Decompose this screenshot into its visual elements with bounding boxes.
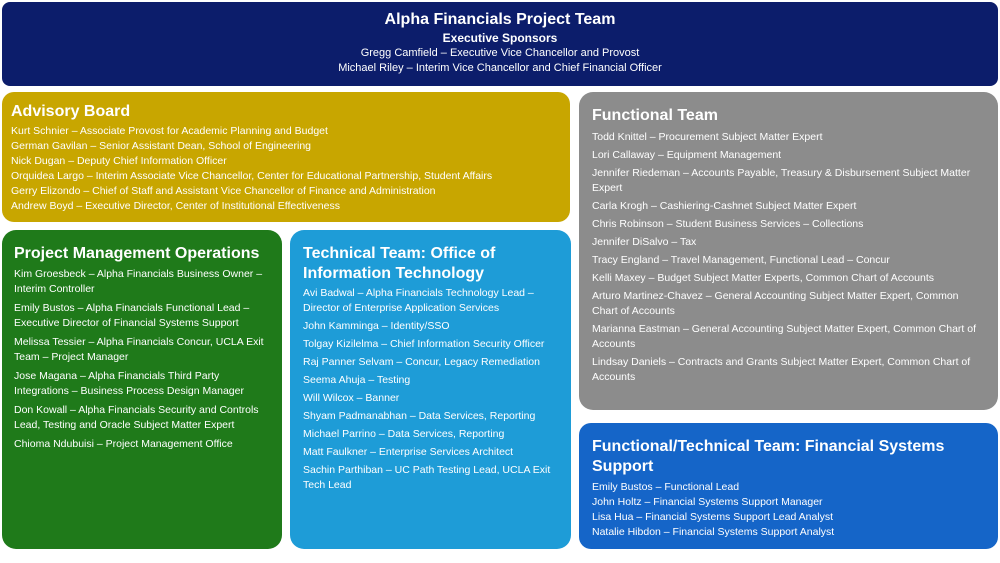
financial-systems-support-title: Functional/Technical Team: Financial Systems Support	[592, 438, 945, 475]
list-item: Kim Groesbeck – Alpha Financials Business Owner – Interim Controller	[14, 268, 263, 295]
list-item: Will Wilcox – Banner	[303, 392, 400, 404]
executive-sponsors-box	[2, 2, 998, 86]
list-item: German Gavilan – Senior Assistant Dean, School of Engineering	[11, 140, 312, 152]
advisory-board-list	[11, 124, 561, 214]
list-item: Kurt Schnier – Associate Provost for Academic Planning and Budget	[11, 125, 328, 137]
technical-team-box	[290, 230, 571, 549]
executive-sponsor: Gregg Camfield – Executive Vice Chancellor and Provost	[360, 47, 640, 59]
list-item: Chioma Ndubuisi – Project Management Office	[14, 438, 233, 450]
list-item: Chris Robinson – Student Business Services – Collections	[592, 218, 864, 230]
list-item: Marianna Eastman – General Accounting Subject Matter Expert, Common Chart of Accounts	[592, 323, 977, 350]
list-item: Lori Callaway – Equipment Management	[592, 149, 782, 161]
pmo-list	[14, 267, 270, 452]
financial-systems-support-list	[592, 480, 985, 540]
list-item: John Holtz – Financial Systems Support Manager	[592, 496, 823, 508]
list-item: Emily Bustos – Alpha Financials Functional Lead – Executive Director of Financial Systems Support	[14, 302, 250, 329]
financial-systems-support-box	[579, 423, 998, 549]
executive-sponsors-heading: Executive Sponsors	[442, 31, 558, 45]
functional-team-box	[579, 92, 998, 410]
technical-team-list	[303, 286, 558, 493]
list-item: Lindsay Daniels – Contracts and Grants Subject Matter Expert, Common Chart of Accounts	[592, 356, 971, 383]
list-item: Matt Faulkner – Enterprise Services Architect	[303, 446, 514, 458]
list-item: Orquidea Largo – Interim Associate Vice Chancellor, Center for Educational Partnership, Student Affairs	[11, 170, 493, 182]
list-item: Melissa Tessier – Alpha Financials Concur, UCLA Exit Team – Project Manager	[14, 336, 264, 363]
list-item: Lisa Hua – Financial Systems Support Lead Analyst	[592, 511, 834, 523]
list-item: Michael Parrino – Data Services, Reporting	[303, 428, 505, 440]
list-item: Todd Knittel – Procurement Subject Matter Expert	[592, 131, 823, 143]
list-item: Kelli Maxey – Budget Subject Matter Experts, Common Chart of Accounts	[592, 272, 934, 284]
list-item: Shyam Padmanabhan – Data Services, Reporting	[303, 410, 536, 422]
list-item: Jennifer Riedeman – Accounts Payable, Treasury & Disbursement Subject Matter Expert	[592, 167, 971, 194]
list-item: Gerry Elizondo – Chief of Staff and Assistant Vice Chancellor of Finance and Administration	[11, 185, 436, 197]
list-item: Andrew Boyd – Executive Director, Center of Institutional Effectiveness	[11, 200, 340, 212]
list-item: Nick Dugan – Deputy Chief Information Officer	[11, 155, 227, 167]
technical-team-title: Technical Team: Office of Information Technology	[303, 245, 496, 282]
pmo-title: Project Management Operations	[14, 245, 260, 262]
list-item: Sachin Parthiban – UC Path Testing Lead, UCLA Exit Tech Lead	[303, 464, 551, 491]
list-item: Jennifer DiSalvo – Tax	[592, 236, 697, 248]
advisory-board-box	[2, 92, 570, 222]
list-item: Emily Bustos – Functional Lead	[592, 481, 740, 493]
project-team-title: Alpha Financials Project Team	[384, 11, 616, 28]
functional-team-title: Functional Team	[592, 107, 718, 124]
list-item: Seema Ahuja – Testing	[303, 374, 411, 386]
advisory-board-title: Advisory Board	[11, 103, 131, 120]
list-item: Natalie Hibdon – Financial Systems Support Analyst	[592, 526, 835, 538]
list-item: Tracy England – Travel Management, Functional Lead – Concur	[592, 254, 890, 266]
functional-team-list	[592, 130, 985, 385]
list-item: Jose Magana – Alpha Financials Third Party Integrations – Business Process Design Manager	[14, 370, 244, 397]
list-item: Tolgay Kizilelma – Chief Information Security Officer	[303, 338, 545, 350]
list-item: Arturo Martinez-Chavez – General Accounting Subject Matter Expert, Common Chart of Accounts	[592, 290, 959, 317]
project-management-operations-box	[2, 230, 282, 549]
list-item: Carla Krogh – Cashiering-Cashnet Subject Matter Expert	[592, 200, 857, 212]
list-item: Don Kowall – Alpha Financials Security and Controls Lead, Testing and Oracle Subject Matter Expert	[14, 404, 259, 431]
list-item: John Kamminga – Identity/SSO	[303, 320, 450, 332]
list-item: Raj Panner Selvam – Concur, Legacy Remediation	[303, 356, 540, 368]
executive-sponsor: Michael Riley – Interim Vice Chancellor and Chief Financial Officer	[338, 62, 662, 74]
list-item: Avi Badwal – Alpha Financials Technology Lead – Director of Enterprise Application Services	[303, 287, 534, 314]
